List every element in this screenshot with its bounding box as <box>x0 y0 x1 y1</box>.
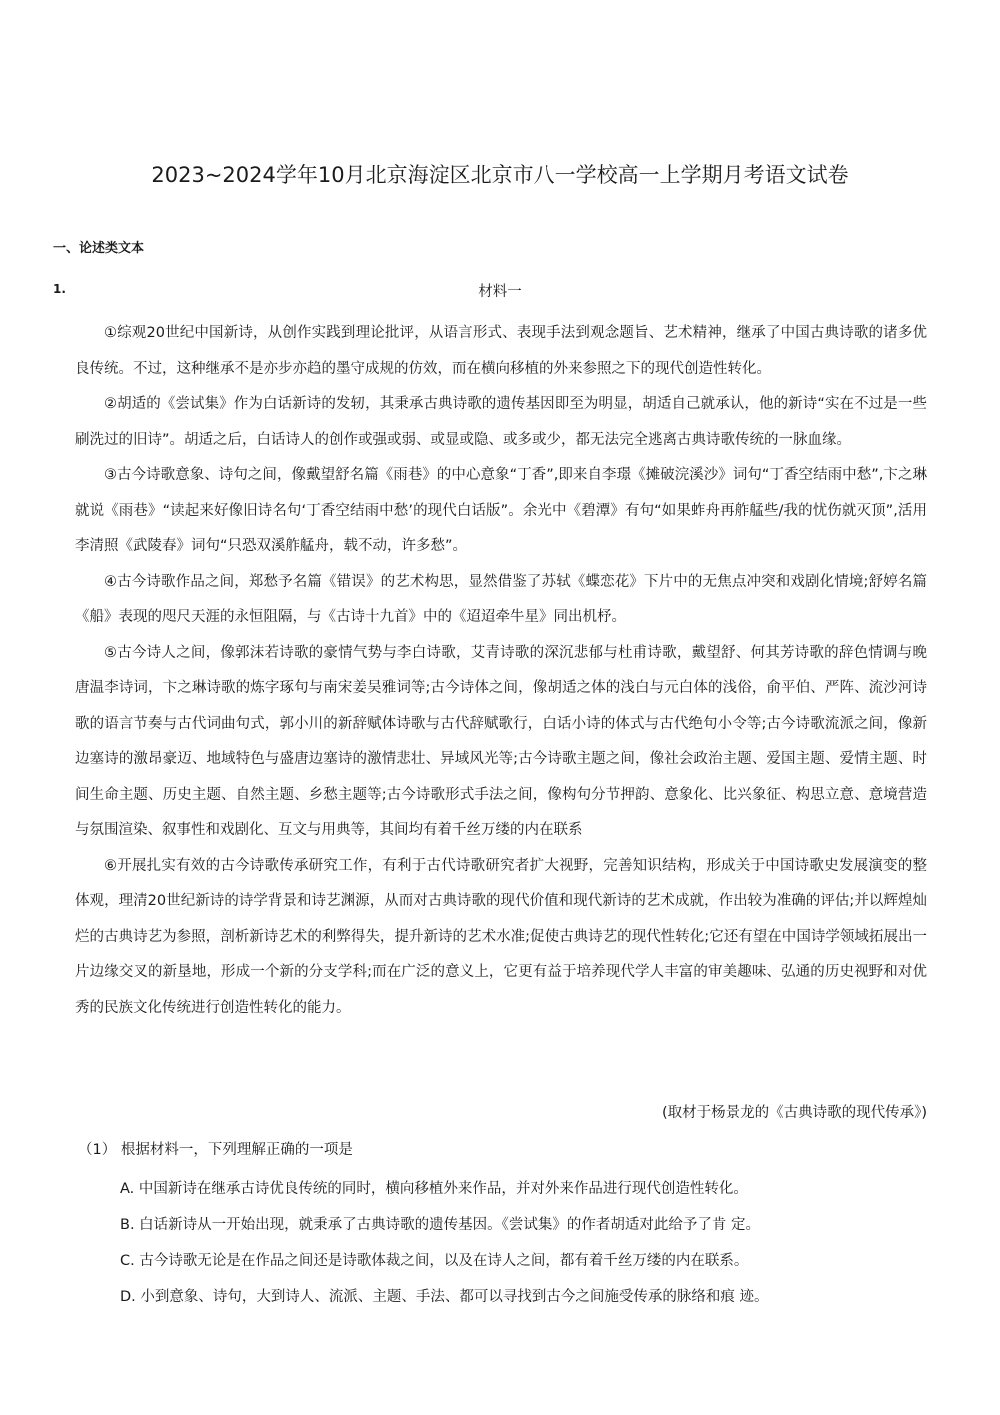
source-citation: (取材于杨景龙的《古典诗歌的现代传承》) <box>661 1105 927 1121</box>
page-title: 2023~2024学年10月北京海淀区北京市八一学校高一上学期月考语文试卷 <box>151 163 849 187</box>
paragraph: ⑥开展扎实有效的古今诗歌传承研究工作，有利于古代诗歌研究者扩大视野，完善知识结构，形成关于中国诗歌史发展演变的整体观，理清20世纪新诗的诗学背景和诗艺渊源，从而对古典诗歌的现代价值和现代新诗的艺术成就，作出较为准确的评估;并以辉煌灿烂的古典诗艺为参照，剖析新诗艺术的利弊得失，提升新诗的艺术水准;促使古典诗艺的现代性转化;它还有望在中国诗学领域拓展出一片边缘交叉的新垦地，形成一个新的分支学科;而在广泛的意义上，它更有益于培养现代学人丰富的审美趣味、弘通的历史视野和对优秀的民族文化传统进行创造性转化的能力。 <box>75 857 927 1016</box>
option-c[interactable]: C. 古今诗歌无论是在作品之间还是诗歌体裁之间，以及在诗人之间，都有着千丝万缕的内在联系。 <box>120 1253 749 1269</box>
paragraph: ②胡适的《尝试集》作为白话新诗的发轫，其秉承古典诗歌的遗传基因即至为明显，胡适自己就承认，他的新诗“实在不过是一些刷洗过的旧诗”。胡适之后，白话诗人的创作或强或弱、或显或隐、或多或少，都无法完全逃离古典诗歌传统的一脉血缘。 <box>75 396 927 448</box>
material-body <box>75 316 927 1026</box>
question-number: 1. <box>53 282 66 296</box>
option-d[interactable]: D. 小到意象、诗句，大到诗人、流派、主题、手法、都可以寻找到古今之间施受传承的脉络和痕 迹。 <box>120 1289 769 1305</box>
option-a[interactable]: A. 中国新诗在继承古诗优良传统的同时，横向移植外来作品，并对外来作品进行现代创造性转化。 <box>120 1181 748 1197</box>
option-b[interactable]: B. 白话新诗从一开始出现，就秉承了古典诗歌的遗传基因。《尝试集》的作者胡适对此给予了肯 定。 <box>120 1217 761 1233</box>
answer-options <box>120 1171 940 1315</box>
paragraph: ④古今诗歌作品之间，郑愁予名篇《错误》的艺术构思，显然借鉴了苏轼《蝶恋花》下片中的无焦点冲突和戏剧化情境;舒婷名篇《船》表现的咫尺天涯的永恒阻隔，与《古诗十九首》中的《迢迢牵牛星》同出机杼。 <box>75 573 927 625</box>
question-stem: （1） 根据材料一，下列理解正确的一项是 <box>78 1142 353 1158</box>
paragraph: ③古今诗歌意象、诗句之间，像戴望舒名篇《雨巷》的中心意象“丁香”,即来自李璟《摊破浣溪沙》词句“丁香空结雨中愁”,卞之琳就说《雨巷》“读起来好像旧诗名句‘丁香空结雨中愁’的现代白话版”。余光中《碧潭》有句“如果蚱舟再舴艋些/我的忧伤就灭顶”,活用李清照《武陵春》词句“只恐双溪舴艋舟，载不动，许多愁”。 <box>75 467 927 554</box>
section-heading: 一、论述类文本 <box>53 241 145 256</box>
paragraph: ⑤古今诗人之间，像郭沫若诗歌的豪情气势与李白诗歌，艾青诗歌的深沉悲郁与杜甫诗歌，戴望舒、何其芳诗歌的辞色情调与晚唐温李诗词，卞之琳诗歌的炼字琢句与南宋姜吴雅词等;古今诗体之间，像胡适之体的浅白与元白体的浅俗，俞平伯、严阵、流沙河诗歌的语言节奏与古代词曲句式，郭小川的新辞赋体诗歌与古代辞赋歌行，白话小诗的体式与古代绝句小令等;古今诗歌流派之间，像新边塞诗的激昂豪迈、地域特色与盛唐边塞诗的激情悲壮、异域风光等;古今诗歌主题之间，像社会政治主题、爱国主题、爱情主题、时间生命主题、历史主题、自然主题、乡愁主题等;古今诗歌形式手法之间，像构句分节押韵、意象化、比兴象征、构思立意、意境营造与氛围渲染、叙事性和戏剧化、互文与用典等，其间均有着千丝万缕的内在联系 <box>75 644 927 838</box>
paragraph: ①综观20世纪中国新诗，从创作实践到理论批评，从语言形式、表现手法到观念题旨、艺术精神，继承了中国古典诗歌的诸多优良传统。不过，这种继承不是亦步亦趋的墨守成规的仿效，而在横向移植的外来参照之下的现代创造性转化。 <box>75 325 927 377</box>
material-heading: 材料一 <box>478 284 522 300</box>
